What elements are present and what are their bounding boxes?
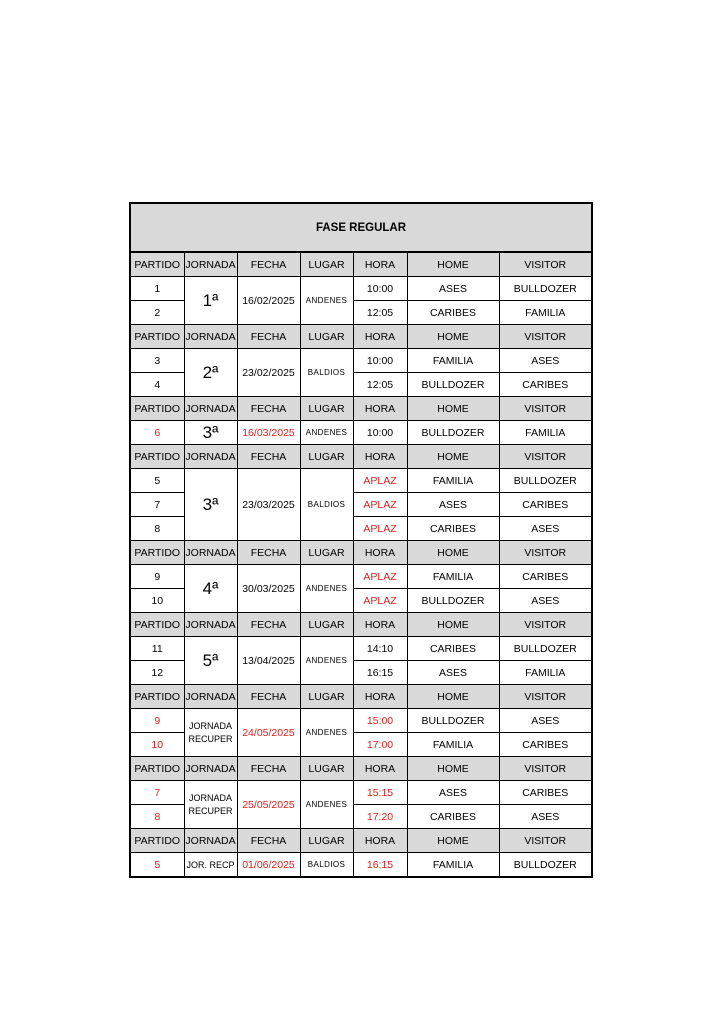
header-partido: PARTIDO (130, 685, 184, 709)
header-partido: PARTIDO (130, 613, 184, 637)
venue-cell: ANDENES (300, 709, 353, 757)
header-home: HOME (407, 613, 499, 637)
visitor-team-cell: FAMILIA (499, 421, 592, 445)
header-row (130, 445, 592, 469)
jornada-cell: JOR. RECP (184, 853, 237, 878)
match-number: 10 (130, 589, 184, 613)
header-visitor: VISITOR (499, 325, 592, 349)
header-fecha: FECHA (237, 397, 300, 421)
header-lugar: LUGAR (300, 541, 353, 565)
time-cell: 10:00 (353, 349, 407, 373)
schedule-table (129, 202, 593, 878)
header-fecha: FECHA (237, 829, 300, 853)
header-partido: PARTIDO (130, 325, 184, 349)
home-team-cell: ASES (407, 781, 499, 805)
header-hora: HORA (353, 397, 407, 421)
table-title: FASE REGULAR (130, 203, 592, 252)
header-jornada: JORNADA (184, 829, 237, 853)
match-number: 3 (130, 349, 184, 373)
visitor-team-cell: CARIBES (499, 373, 592, 397)
header-fecha: FECHA (237, 541, 300, 565)
header-lugar: LUGAR (300, 325, 353, 349)
home-team-cell: CARIBES (407, 301, 499, 325)
time-cell: 15:00 (353, 709, 407, 733)
match-number: 7 (130, 493, 184, 517)
match-row (130, 781, 592, 805)
time-cell: 17:20 (353, 805, 407, 829)
header-row (130, 613, 592, 637)
header-lugar: LUGAR (300, 613, 353, 637)
match-row (130, 469, 592, 493)
jornada-cell: 4ª (184, 565, 237, 613)
home-team-cell: CARIBES (407, 517, 499, 541)
header-home: HOME (407, 541, 499, 565)
home-team-cell: FAMILIA (407, 733, 499, 757)
header-jornada: JORNADA (184, 252, 237, 277)
venue-cell: ANDENES (300, 637, 353, 685)
venue-cell: BALDIOS (300, 349, 353, 397)
header-home: HOME (407, 325, 499, 349)
venue-cell: ANDENES (300, 421, 353, 445)
time-cell: APLAZ (353, 493, 407, 517)
home-team-cell: CARIBES (407, 805, 499, 829)
time-cell: 10:00 (353, 421, 407, 445)
header-hora: HORA (353, 252, 407, 277)
header-partido: PARTIDO (130, 829, 184, 853)
match-number: 9 (130, 709, 184, 733)
header-partido: PARTIDO (130, 252, 184, 277)
date-cell: 16/03/2025 (237, 421, 300, 445)
header-home: HOME (407, 252, 499, 277)
header-visitor: VISITOR (499, 541, 592, 565)
header-jornada: JORNADA (184, 445, 237, 469)
header-row (130, 829, 592, 853)
title-row (130, 203, 592, 252)
venue-cell: ANDENES (300, 277, 353, 325)
match-number: 11 (130, 637, 184, 661)
home-team-cell: BULLDOZER (407, 373, 499, 397)
date-cell: 01/06/2025 (237, 853, 300, 878)
header-home: HOME (407, 397, 499, 421)
header-partido: PARTIDO (130, 397, 184, 421)
date-cell: 23/03/2025 (237, 469, 300, 541)
home-team-cell: CARIBES (407, 637, 499, 661)
header-visitor: VISITOR (499, 252, 592, 277)
time-cell: 12:05 (353, 301, 407, 325)
time-cell: APLAZ (353, 589, 407, 613)
header-jornada: JORNADA (184, 613, 237, 637)
visitor-team-cell: ASES (499, 517, 592, 541)
header-partido: PARTIDO (130, 757, 184, 781)
header-lugar: LUGAR (300, 397, 353, 421)
header-jornada: JORNADA (184, 325, 237, 349)
header-lugar: LUGAR (300, 829, 353, 853)
header-lugar: LUGAR (300, 757, 353, 781)
header-fecha: FECHA (237, 685, 300, 709)
match-number: 10 (130, 733, 184, 757)
header-hora: HORA (353, 325, 407, 349)
visitor-team-cell: BULLDOZER (499, 853, 592, 878)
match-row (130, 853, 592, 878)
header-fecha: FECHA (237, 757, 300, 781)
header-lugar: LUGAR (300, 252, 353, 277)
match-row (130, 277, 592, 301)
header-home: HOME (407, 757, 499, 781)
visitor-team-cell: FAMILIA (499, 301, 592, 325)
date-cell: 16/02/2025 (237, 277, 300, 325)
header-partido: PARTIDO (130, 445, 184, 469)
header-fecha: FECHA (237, 252, 300, 277)
header-lugar: LUGAR (300, 445, 353, 469)
home-team-cell: ASES (407, 277, 499, 301)
home-team-cell: ASES (407, 493, 499, 517)
header-row (130, 685, 592, 709)
time-cell: 16:15 (353, 661, 407, 685)
venue-cell: ANDENES (300, 565, 353, 613)
header-visitor: VISITOR (499, 757, 592, 781)
date-cell: 30/03/2025 (237, 565, 300, 613)
header-hora: HORA (353, 445, 407, 469)
visitor-team-cell: CARIBES (499, 733, 592, 757)
match-row (130, 349, 592, 373)
time-cell: 14:10 (353, 637, 407, 661)
match-row (130, 565, 592, 589)
date-cell: 13/04/2025 (237, 637, 300, 685)
time-cell: 16:15 (353, 853, 407, 878)
visitor-team-cell: FAMILIA (499, 661, 592, 685)
home-team-cell: FAMILIA (407, 853, 499, 878)
visitor-team-cell: BULLDOZER (499, 469, 592, 493)
header-visitor: VISITOR (499, 829, 592, 853)
visitor-team-cell: ASES (499, 349, 592, 373)
header-visitor: VISITOR (499, 685, 592, 709)
time-cell: APLAZ (353, 469, 407, 493)
home-team-cell: FAMILIA (407, 469, 499, 493)
visitor-team-cell: CARIBES (499, 781, 592, 805)
jornada-cell: 1ª (184, 277, 237, 325)
header-home: HOME (407, 829, 499, 853)
header-jornada: JORNADA (184, 397, 237, 421)
jornada-cell: 5ª (184, 637, 237, 685)
match-number: 7 (130, 781, 184, 805)
date-cell: 23/02/2025 (237, 349, 300, 397)
time-cell: 10:00 (353, 277, 407, 301)
home-team-cell: BULLDOZER (407, 421, 499, 445)
visitor-team-cell: CARIBES (499, 493, 592, 517)
time-cell: 17:00 (353, 733, 407, 757)
header-visitor: VISITOR (499, 613, 592, 637)
schedule-body (130, 203, 592, 877)
date-cell: 24/05/2025 (237, 709, 300, 757)
header-row (130, 252, 592, 277)
visitor-team-cell: BULLDOZER (499, 637, 592, 661)
jornada-cell: JORNADA RECUPER (184, 781, 237, 829)
header-home: HOME (407, 445, 499, 469)
match-row (130, 709, 592, 733)
match-number: 6 (130, 421, 184, 445)
header-row (130, 757, 592, 781)
home-team-cell: BULLDOZER (407, 589, 499, 613)
header-visitor: VISITOR (499, 445, 592, 469)
time-cell: APLAZ (353, 517, 407, 541)
match-number: 5 (130, 469, 184, 493)
header-row (130, 541, 592, 565)
header-partido: PARTIDO (130, 541, 184, 565)
match-number: 1 (130, 277, 184, 301)
visitor-team-cell: ASES (499, 589, 592, 613)
venue-cell: BALDIOS (300, 469, 353, 541)
header-jornada: JORNADA (184, 541, 237, 565)
header-home: HOME (407, 685, 499, 709)
date-cell: 25/05/2025 (237, 781, 300, 829)
time-cell: 15:15 (353, 781, 407, 805)
match-number: 8 (130, 517, 184, 541)
header-lugar: LUGAR (300, 685, 353, 709)
visitor-team-cell: BULLDOZER (499, 277, 592, 301)
jornada-cell: JORNADA RECUPER (184, 709, 237, 757)
home-team-cell: ASES (407, 661, 499, 685)
home-team-cell: FAMILIA (407, 565, 499, 589)
visitor-team-cell: ASES (499, 805, 592, 829)
header-fecha: FECHA (237, 325, 300, 349)
match-number: 4 (130, 373, 184, 397)
match-number: 8 (130, 805, 184, 829)
header-row (130, 325, 592, 349)
time-cell: 12:05 (353, 373, 407, 397)
time-cell: APLAZ (353, 565, 407, 589)
header-fecha: FECHA (237, 613, 300, 637)
header-hora: HORA (353, 541, 407, 565)
match-row (130, 637, 592, 661)
header-row (130, 397, 592, 421)
home-team-cell: FAMILIA (407, 349, 499, 373)
visitor-team-cell: CARIBES (499, 565, 592, 589)
venue-cell: ANDENES (300, 781, 353, 829)
header-jornada: JORNADA (184, 685, 237, 709)
home-team-cell: BULLDOZER (407, 709, 499, 733)
visitor-team-cell: ASES (499, 709, 592, 733)
match-number: 12 (130, 661, 184, 685)
header-visitor: VISITOR (499, 397, 592, 421)
header-hora: HORA (353, 829, 407, 853)
venue-cell: BALDIOS (300, 853, 353, 878)
match-row (130, 421, 592, 445)
header-hora: HORA (353, 757, 407, 781)
header-hora: HORA (353, 613, 407, 637)
match-number: 5 (130, 853, 184, 878)
header-jornada: JORNADA (184, 757, 237, 781)
jornada-cell: 3ª (184, 469, 237, 541)
jornada-cell: 3ª (184, 421, 237, 445)
header-fecha: FECHA (237, 445, 300, 469)
match-number: 2 (130, 301, 184, 325)
match-number: 9 (130, 565, 184, 589)
header-hora: HORA (353, 685, 407, 709)
jornada-cell: 2ª (184, 349, 237, 397)
